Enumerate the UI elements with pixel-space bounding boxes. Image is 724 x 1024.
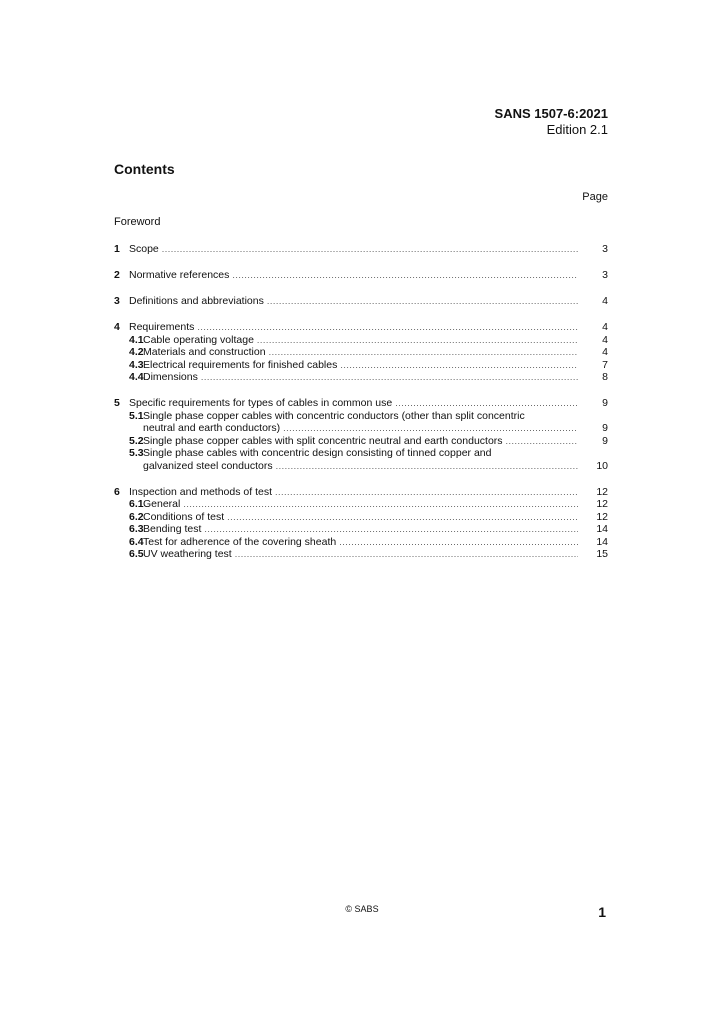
toc-section-title: Requirements	[129, 321, 195, 333]
dot-leader	[227, 511, 578, 524]
toc-subsection-title: Test for adherence of the covering sheath	[143, 535, 337, 548]
toc-section	[114, 486, 608, 561]
toc-page-number: 15	[596, 548, 608, 560]
toc-subentry-line	[114, 410, 608, 423]
dot-leader	[276, 460, 578, 473]
toc-subentry-line	[114, 359, 608, 372]
edition-label: Edition 2.1	[546, 122, 608, 137]
dot-leader	[183, 498, 578, 511]
toc-subentry-line	[114, 422, 608, 435]
toc-page-number: 12	[596, 498, 608, 510]
toc-page-number: 9	[602, 397, 608, 409]
toc-subsection-title: Cable operating voltage	[143, 333, 254, 346]
dot-leader	[283, 422, 578, 435]
toc-subsection-title: Bending test	[143, 523, 202, 535]
toc-subsection-number: 6.5	[129, 548, 144, 560]
toc-section-number: 4	[114, 321, 120, 333]
toc-section-number: 1	[114, 243, 120, 255]
toc-page-number: 8	[602, 371, 608, 383]
toc-subsection-title: Materials and construction	[143, 346, 266, 358]
toc-subentry[interactable]	[114, 536, 608, 549]
toc-subentry[interactable]	[114, 334, 608, 347]
toc-subentry-line	[114, 435, 608, 448]
dot-leader	[201, 371, 578, 384]
toc-subentry[interactable]	[114, 435, 608, 448]
toc-page-number: 4	[602, 346, 608, 358]
toc-page-number: 14	[596, 523, 608, 535]
dot-leader	[267, 295, 578, 308]
dot-leader	[197, 321, 578, 334]
toc-subsection-title: UV weathering test	[143, 548, 232, 560]
toc-subsection-number: 5.3	[129, 447, 144, 459]
toc-page-number: 10	[596, 459, 608, 472]
toc-entry[interactable]	[114, 269, 608, 282]
toc-section	[114, 321, 608, 384]
toc-subentry[interactable]	[114, 498, 608, 511]
dot-leader	[204, 523, 578, 536]
foreword-entry[interactable]: Foreword	[114, 216, 161, 228]
toc-section-title: Scope	[129, 243, 159, 255]
toc-page-number: 9	[602, 434, 608, 447]
toc-subsection-number: 4.2	[129, 346, 144, 358]
page-column-label: Page	[582, 191, 608, 203]
toc-entry[interactable]	[114, 243, 608, 256]
toc-page-number: 9	[602, 422, 608, 434]
dot-leader	[257, 334, 578, 347]
dot-leader	[162, 243, 578, 256]
toc-subentry[interactable]	[114, 359, 608, 372]
toc-subentry[interactable]	[114, 548, 608, 561]
toc-subentry[interactable]	[114, 511, 608, 524]
toc-page-number: 3	[602, 243, 608, 255]
toc-subsection-title: Conditions of test	[143, 510, 225, 523]
toc-subsection-number: 5.2	[129, 434, 144, 447]
dot-leader	[340, 359, 578, 372]
toc-subentry-line	[114, 334, 608, 347]
toc-subsection-title: Single phase copper cables with split concentric neutral and earth conductors	[143, 434, 503, 447]
dot-leader	[269, 346, 578, 359]
toc-subentry[interactable]	[114, 346, 608, 359]
toc-subsection-title: Dimensions	[143, 371, 198, 383]
toc-section-title: Specific requirements for types of cables in common use	[129, 397, 393, 409]
contents-title: Contents	[114, 161, 175, 177]
toc-section-number: 6	[114, 485, 120, 498]
dot-leader	[395, 397, 578, 410]
toc-subsection-number: 6.4	[129, 535, 144, 548]
toc-page-number: 14	[596, 535, 608, 548]
toc-section	[114, 295, 608, 308]
table-of-contents	[114, 243, 608, 574]
toc-subentry-line	[114, 523, 608, 536]
toc-subentry-line	[114, 460, 608, 473]
toc-section	[114, 269, 608, 282]
dot-leader	[275, 486, 578, 499]
dot-leader	[506, 435, 578, 448]
toc-subsection-title: General	[143, 498, 181, 510]
toc-page-number: 12	[596, 485, 608, 498]
toc-page-number: 12	[596, 510, 608, 523]
toc-subsection-number: 5.1	[129, 409, 144, 422]
toc-subsection-title: Single phase cables with concentric design consisting of tinned copper and	[143, 447, 492, 459]
toc-subsection-number: 6.2	[129, 510, 144, 523]
toc-entry[interactable]	[114, 295, 608, 308]
toc-subentry-line	[114, 346, 608, 359]
toc-page-number: 4	[602, 321, 608, 333]
dot-leader	[232, 269, 578, 282]
toc-section-title: Normative references	[129, 269, 230, 281]
toc-entry[interactable]	[114, 321, 608, 334]
toc-subsection-number: 6.1	[129, 498, 144, 510]
toc-section-title: Inspection and methods of test	[129, 485, 273, 498]
toc-subsection-number: 4.3	[129, 358, 144, 371]
toc-subentry[interactable]	[114, 447, 608, 472]
footer-copyright: © SABS	[345, 904, 379, 914]
toc-subsection-title: galvanized steel conductors	[143, 459, 273, 472]
toc-entry[interactable]	[114, 486, 608, 499]
dot-leader	[235, 548, 578, 561]
toc-subentry-line	[114, 371, 608, 384]
toc-page-number: 3	[602, 269, 608, 281]
page-number: 1	[598, 904, 606, 920]
toc-subentry-line	[114, 548, 608, 561]
toc-subentry-line	[114, 498, 608, 511]
toc-page-number: 4	[602, 295, 608, 307]
dot-leader	[339, 536, 578, 549]
toc-subsection-title: neutral and earth conductors)	[143, 422, 281, 434]
toc-subentry-line	[114, 511, 608, 524]
toc-section-number: 5	[114, 397, 120, 409]
toc-subentry-line	[114, 447, 608, 460]
toc-subsection-number: 4.1	[129, 333, 144, 346]
toc-section-number: 2	[114, 269, 120, 281]
standard-number: SANS 1507-6:2021	[494, 106, 608, 121]
toc-section-title: Definitions and abbreviations	[129, 295, 264, 307]
toc-page-number: 7	[602, 358, 608, 371]
toc-section	[114, 243, 608, 256]
toc-subsection-title: Single phase copper cables with concentric conductors (other than split concentric	[143, 409, 525, 422]
toc-subsection-title: Electrical requirements for finished cables	[143, 358, 338, 371]
toc-subentry[interactable]	[114, 523, 608, 536]
toc-subsection-number: 4.4	[129, 371, 144, 383]
toc-subentry[interactable]	[114, 371, 608, 384]
toc-section-number: 3	[114, 295, 120, 307]
toc-entry[interactable]	[114, 397, 608, 410]
toc-subentry-line	[114, 536, 608, 549]
toc-subsection-number: 6.3	[129, 523, 144, 535]
toc-page-number: 4	[602, 333, 608, 346]
toc-section	[114, 397, 608, 472]
toc-subentry[interactable]	[114, 410, 608, 435]
